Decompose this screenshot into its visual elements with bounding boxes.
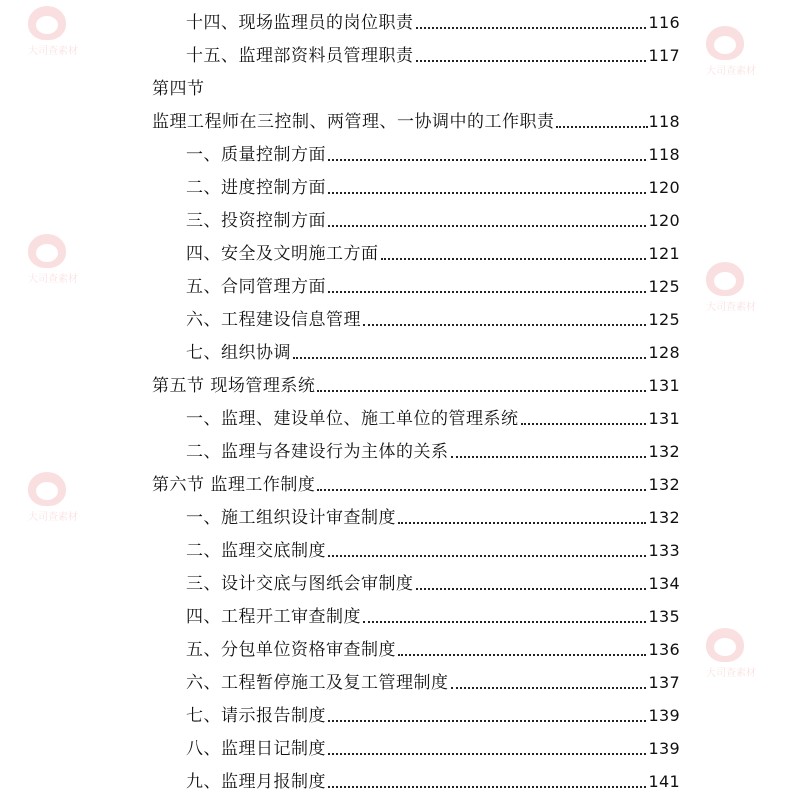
toc-entry-title: 一、监理、建设单位、施工单位的管理系统 <box>186 409 519 429</box>
toc-entry[interactable] <box>186 759 680 792</box>
dot-leader <box>416 588 646 590</box>
toc-entry-title: 监理工程师在三控制、两管理、一协调中的工作职责 <box>152 112 555 132</box>
dot-leader <box>363 621 646 623</box>
dot-leader <box>363 324 646 326</box>
toc-entry[interactable] <box>186 330 680 363</box>
toc-entry-title: 八、监理日记制度 <box>186 739 326 759</box>
toc-entry-title: 四、工程开工审查制度 <box>186 607 361 627</box>
toc-entry[interactable] <box>186 528 680 561</box>
toc-entry-title: 一、质量控制方面 <box>186 145 326 165</box>
toc-entry-title: 第六节 监理工作制度 <box>152 475 316 495</box>
toc-entry[interactable] <box>186 231 680 264</box>
toc-section-heading[interactable] <box>152 66 680 99</box>
watermark-caption: 大司查素材 <box>706 66 756 77</box>
dot-leader <box>451 687 646 689</box>
dot-leader <box>328 291 646 293</box>
toc-page-number: 121 <box>648 244 680 263</box>
toc-entry-title: 第五节 现场管理系统 <box>152 376 316 396</box>
toc-entry[interactable] <box>186 297 680 330</box>
toc-entry-title: 二、监理与各建设行为主体的关系 <box>186 442 449 462</box>
toc-section-entry[interactable] <box>152 462 680 495</box>
toc-page-number: 120 <box>648 211 680 230</box>
watermark-caption: 大司查素材 <box>28 46 78 57</box>
toc-page-number: 139 <box>648 739 680 758</box>
toc-page-number: 135 <box>648 607 680 626</box>
toc-entry[interactable] <box>186 429 680 462</box>
toc-entry-title: 三、设计交底与图纸会审制度 <box>186 574 414 594</box>
toc-entry[interactable] <box>186 396 680 429</box>
toc-entry-title: 五、分包单位资格审查制度 <box>186 640 396 660</box>
dot-leader <box>328 720 646 722</box>
toc-entry-title: 一、施工组织设计审查制度 <box>186 508 396 528</box>
toc-page-number: 132 <box>648 475 680 494</box>
toc-entry-title: 第四节 <box>152 79 205 99</box>
toc-page-number: 137 <box>648 673 680 692</box>
dot-leader <box>328 555 646 557</box>
dot-leader <box>451 456 646 458</box>
dot-leader <box>416 60 646 62</box>
toc-page-number: 125 <box>648 277 680 296</box>
dot-leader <box>556 126 648 128</box>
toc-page-number: 117 <box>648 46 680 65</box>
toc-entry-title: 十五、监理部资料员管理职责 <box>186 46 414 66</box>
dot-leader <box>293 357 646 359</box>
watermark-caption: 大司查素材 <box>28 274 78 285</box>
toc-page-number: 128 <box>648 343 680 362</box>
toc-page-number: 131 <box>648 409 680 428</box>
toc-entry-title: 九、监理月报制度 <box>186 772 326 792</box>
watermark-caption: 大司查素材 <box>28 512 78 523</box>
toc-entry-title: 五、合同管理方面 <box>186 277 326 297</box>
toc-entry-14[interactable] <box>186 0 680 33</box>
toc-entry-title: 七、组织协调 <box>186 343 291 363</box>
toc-entry-title: 三、投资控制方面 <box>186 211 326 231</box>
toc-page-number: 125 <box>648 310 680 329</box>
toc-entry-title: 六、工程建设信息管理 <box>186 310 361 330</box>
toc-page-number: 136 <box>648 640 680 659</box>
toc-page-number: 116 <box>648 13 680 32</box>
toc-entry-title: 六、工程暂停施工及复工管理制度 <box>186 673 449 693</box>
toc-page-number: 132 <box>648 508 680 527</box>
dot-leader <box>317 390 645 392</box>
toc-page-number: 133 <box>648 541 680 560</box>
toc-entry-15[interactable] <box>186 33 680 66</box>
toc-page-number: 131 <box>648 376 680 395</box>
dot-leader <box>328 753 646 755</box>
toc-entry[interactable] <box>186 693 680 726</box>
toc-entry-title: 十四、现场监理员的岗位职责 <box>186 13 414 33</box>
toc-entry[interactable] <box>186 165 680 198</box>
toc-entry[interactable] <box>186 660 680 693</box>
toc-entry-title: 二、进度控制方面 <box>186 178 326 198</box>
toc-entry[interactable] <box>186 627 680 660</box>
toc-entry-title: 七、请示报告制度 <box>186 706 326 726</box>
toc-page-number: 118 <box>648 112 680 131</box>
toc-page-number: 139 <box>648 706 680 725</box>
dot-leader <box>328 225 646 227</box>
toc-page-number: 134 <box>648 574 680 593</box>
dot-leader <box>328 192 646 194</box>
dot-leader <box>521 423 646 425</box>
toc-entry[interactable] <box>186 264 680 297</box>
toc-entry-title: 二、监理交底制度 <box>186 541 326 561</box>
toc-entry[interactable] <box>186 132 680 165</box>
dot-leader <box>416 27 646 29</box>
toc-page-number: 120 <box>648 178 680 197</box>
toc-page-number: 141 <box>648 772 680 791</box>
toc-entry[interactable] <box>186 594 680 627</box>
toc-entry[interactable] <box>186 561 680 594</box>
toc-section-entry[interactable] <box>152 363 680 396</box>
toc-entry-title: 四、安全及文明施工方面 <box>186 244 379 264</box>
watermark-caption: 大司查素材 <box>706 302 756 313</box>
dot-leader <box>398 654 646 656</box>
dot-leader <box>328 159 646 161</box>
dot-leader <box>317 489 645 491</box>
toc-page-number: 132 <box>648 442 680 461</box>
toc-entry[interactable] <box>186 198 680 231</box>
watermark-caption: 大司查素材 <box>706 668 756 679</box>
toc-section-entry[interactable] <box>152 99 680 132</box>
dot-leader <box>328 786 646 788</box>
toc-page-number: 118 <box>648 145 680 164</box>
toc-entry[interactable] <box>186 495 680 528</box>
dot-leader <box>398 522 646 524</box>
toc-entry[interactable] <box>186 726 680 759</box>
dot-leader <box>381 258 646 260</box>
